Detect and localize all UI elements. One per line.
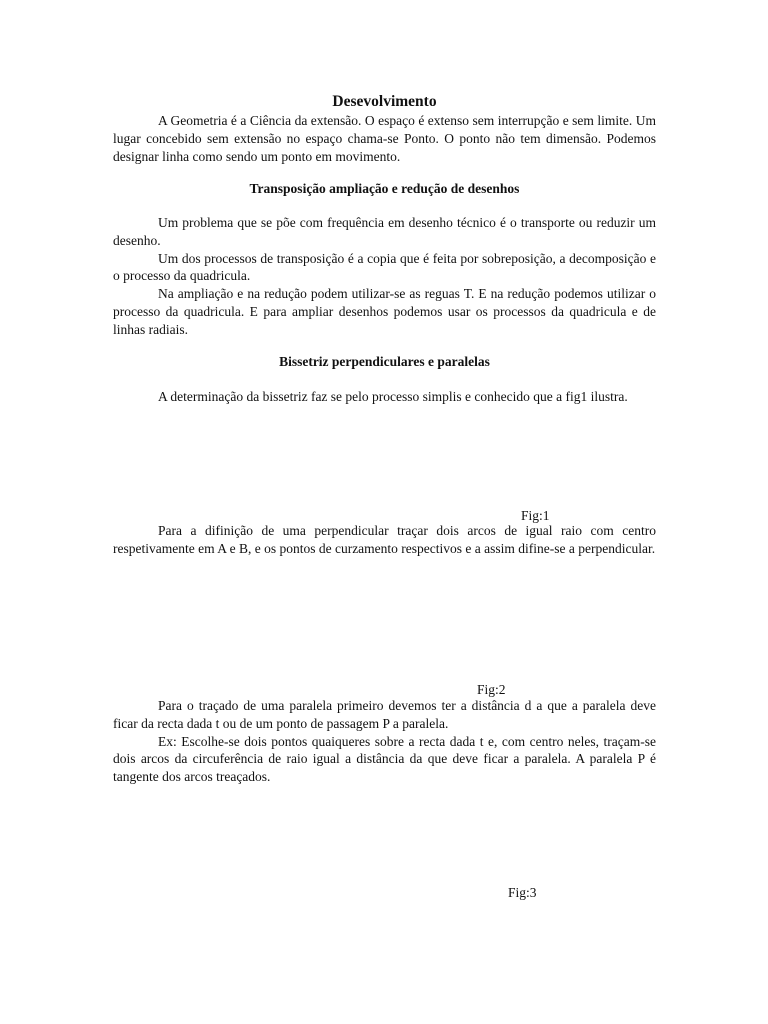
fig1-caption: Fig:1 [521,508,550,523]
page-title: Desevolvimento [332,93,437,110]
paragraph-exemplo: Ex: Escolhe-se dois pontos quaiqueres sobre a recta dada t e, com centro neles, traçam-se dois arcos da circuferência de raio igual a distância da que deve ficar a paralela. A paralela P é tangente dos arcos treaçados. [113,733,656,785]
section1-heading-block [113,180,656,198]
paragraph-paralela: Para o traçado de uma paralela primeiro devemos ter a distância d a que a paralela deve ficar da recta dada t ou de um ponto de passagem P a paralela. [113,698,656,731]
perpendicular-block [113,522,656,558]
section-heading-bissetriz: Bissetriz perpendiculares e paralelas [279,354,490,369]
intro-block [113,92,656,165]
paragraph-perpendicular: Para a difinição de uma perpendicular traçar dois arcos de igual raio com centro respetivamente em A e B, e os pontos de curzamento respectivos e a assim difine-se a perpendicular. [113,523,656,556]
paragraph-bissetriz: A determinação da bissetriz faz se pelo processo simplis e conhecido que a fig1 ilustra. [158,389,628,404]
section-heading-transposicao: Transposição ampliação e redução de desenhos [249,181,520,196]
bissetriz-block [113,388,656,406]
fig2-caption: Fig:2 [477,682,506,697]
paragraph-processos: Um dos processos de transposição é a copia que é feita por sobreposição, a decomposição e o processo da quadricula. [113,250,656,284]
paralela-block [113,697,656,786]
section1-body [113,214,656,339]
paragraph-problema: Um problema que se põe com frequência em desenho técnico é o transporte ou reduzir um desenho. [113,215,656,248]
fig3-caption: Fig:3 [508,885,537,900]
section2-heading-block [113,353,656,371]
intro-paragraph: A Geometria é a Ciência da extensão. O espaço é extenso sem interrupção e sem limite. Um lugar concebido sem extensão no espaço chama-se Ponto. O ponto não tem dimensão. Podemos designar linha como sendo um ponto em movimento. [113,113,656,164]
paragraph-ampliacao: Na ampliação e na redução podem utilizar-se as reguas T. E na redução podemos utilizar o processo da quadricula. E para ampliar desenhos podemos usar os processos da quadricula e de linhas radiais. [113,286,656,337]
